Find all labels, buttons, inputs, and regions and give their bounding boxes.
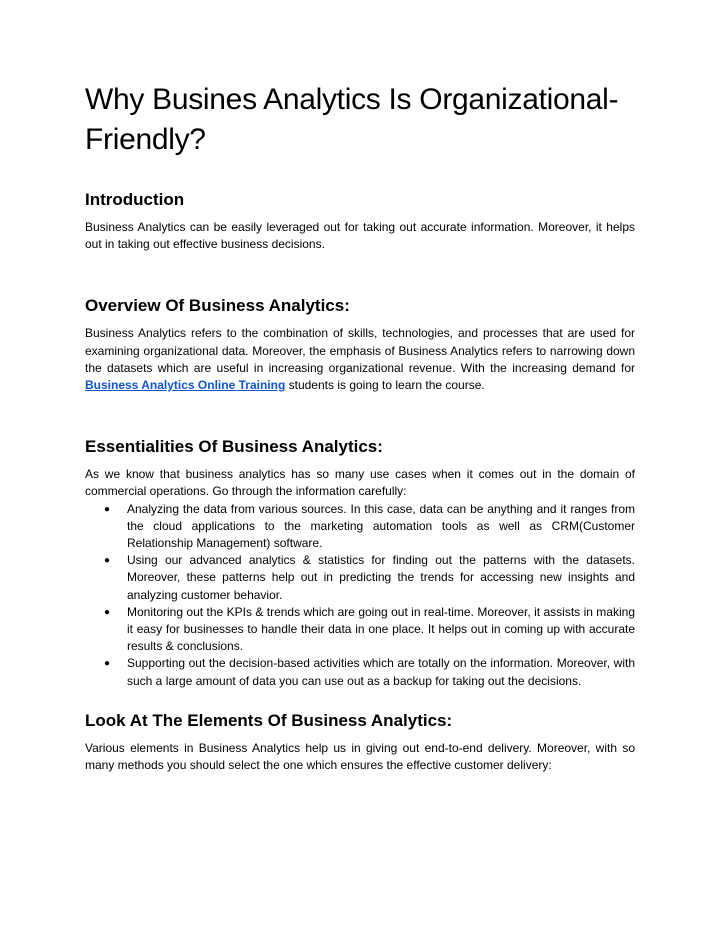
business-analytics-training-link[interactable]: Business Analytics Online Training	[85, 378, 286, 393]
bullet-item	[85, 552, 635, 604]
bullet-dot-icon: ●	[104, 658, 111, 670]
bullet-text: Supporting out the decision-based activities which are totally on the information. Moreover, with such a large amount of data you can use out as a backup for taking out the decisions.	[127, 656, 635, 688]
bullet-text: Using our advanced analytics & statistics for finding out the patterns with the datasets. Moreover, these patterns help out in predicting the trends for accessing new insights and analyzing customer behavior.	[127, 553, 635, 602]
bullet-item	[85, 501, 635, 553]
essentialities-heading: Essentialities Of Business Analytics:	[85, 437, 383, 457]
overview-text-after-link: students is going to learn the course.	[285, 378, 485, 393]
introduction-paragraph: Business Analytics can be easily leveraged out for taking out accurate information. Moreover, it helps out in taking out effective business decisions.	[85, 220, 635, 252]
essentialities-paragraph: As we know that business analytics has so many use cases when it comes out in the domain of commercial operations. Go through the information carefully:	[85, 467, 635, 499]
page-title: Why Busines Analytics Is Organizational-Friendly?	[85, 83, 619, 156]
bullet-item	[85, 604, 635, 656]
elements-heading: Look At The Elements Of Business Analytics:	[85, 710, 453, 730]
document-page	[85, 0, 635, 774]
overview-text-before-link: Business Analytics refers to the combination of skills, technologies, and processes that are used for examining organizational data. Moreover, the emphasis of Business Analytics refers to narrowing down the datasets which are useful in increasing organizational revenue. With the increasing demand for	[85, 326, 635, 375]
essentialities-bullet-list	[85, 501, 635, 690]
overview-paragraph	[85, 325, 635, 394]
bullet-dot-icon: ●	[104, 555, 111, 567]
bullet-text: Analyzing the data from various sources. In this case, data can be anything and it ranges from the cloud applications to the marketing automation tools as well as CRM(Customer Relationship Management) software.	[127, 501, 635, 551]
bullet-item	[85, 655, 635, 689]
bullet-dot-icon: ●	[104, 606, 111, 618]
overview-heading: Overview Of Business Analytics:	[85, 296, 350, 316]
elements-paragraph: Various elements in Business Analytics help us in giving out end-to-end delivery. Moreover, with so many methods you should select the one which ensures the effective customer delivery:	[85, 740, 635, 773]
introduction-heading: Introduction	[85, 190, 185, 209]
bullet-text: Monitoring out the KPIs & trends which are going out in real-time. Moreover, it assists in making it easy for businesses to handle their data in one place. It helps out in coming up with accurate results & conclusions.	[127, 604, 635, 654]
bullet-dot-icon: ●	[104, 503, 111, 515]
